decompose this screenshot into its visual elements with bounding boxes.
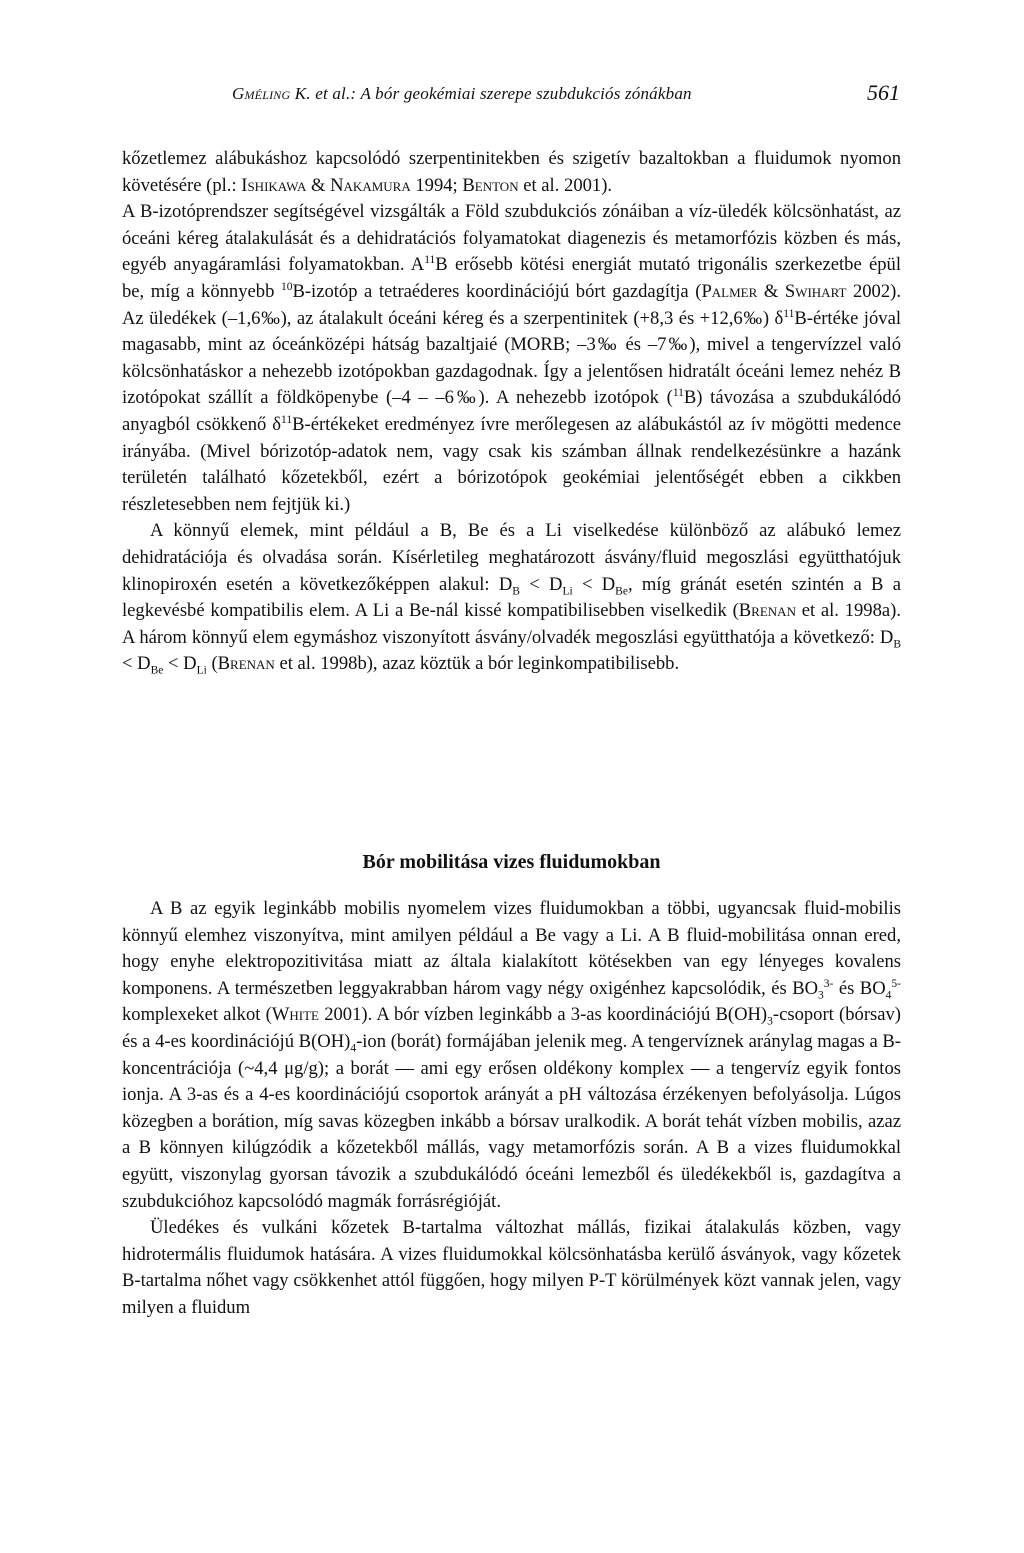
text-run: et al. 2001).: [518, 174, 613, 196]
text-run: < D: [519, 573, 563, 595]
citation-author: Brenan: [738, 600, 796, 622]
text-run: < D: [163, 653, 197, 675]
citation-author: Benton: [462, 174, 519, 196]
text-run: < D: [122, 653, 151, 675]
superscript: 10: [280, 280, 293, 293]
text-run: A B-izotóprendszer segítségével vizsgálták a Föld szubdukciós zónáiban a víz-üledék kölcsönhatást, az óceáni kéreg átalakulását és a dehidratációs folyamatokat diagenezis és metamorfózis közben és más, egyéb anyagáramlási folyamatokban. A: [122, 201, 901, 276]
superscript: 11: [424, 254, 436, 267]
body-text-bottom: [122, 896, 901, 1322]
paragraph-sediment-boron: [122, 1215, 901, 1321]
running-head-title: A bór geokémiai szerepe szubdukciós zónákban: [360, 84, 692, 103]
text-run: et al. 1998b), azaz köztük a bór leginkompatibilisebb.: [274, 653, 680, 675]
running-head-author: Gméling: [232, 84, 291, 103]
text-run: A könnyű elemek, mint például a B, Be és a Li viselkedése különböző az alábukó lemez dehidratációja és olvadása során. Kísérletileg meghatározott ásvány/fluid megoszlási együtthatójuk klinopiroxén esetén a következőképpen alakul: D: [122, 520, 901, 595]
citation-author: Brenan: [217, 653, 275, 675]
page-number: 561: [867, 80, 900, 105]
text-run: et al. 1998a). A három könnyű elem egymáshoz viszonyított ásvány/olvadék megoszlási együtthatója a következő: D: [122, 600, 901, 648]
superscript: 5-: [891, 977, 901, 990]
text-run: komplexeket alkot (: [122, 1004, 272, 1026]
text-run: Üledékes és vulkáni kőzetek B-tartalma változhat mállás, fizikai átalakulás közben, vagy hidrotermális fluidumok hatására. A vizes fluidumokkal kölcsönhatásba kerülő ásványok, vagy kőzetek B-tartalma nőhet vagy csökkenhet attól függően, hogy milyen P-T körülmények közt vannak jelen, vagy milyen a fluidum: [122, 1217, 901, 1318]
paragraph-boron-mobility: [122, 896, 901, 1215]
text-run: < D: [572, 573, 616, 595]
superscript: 11: [783, 307, 795, 320]
running-head-etal: K. et al.:: [290, 84, 361, 103]
superscript: 3-: [823, 977, 834, 990]
subscript: B: [893, 638, 901, 651]
paragraph-boron-isotopes: [122, 199, 901, 518]
text-run: 1994;: [410, 174, 463, 196]
subscript: Be: [150, 665, 164, 677]
citation-author: White: [271, 1004, 319, 1026]
body-text-top: [122, 146, 901, 678]
text-run: -csoport (bórsav) és a 4-es koordinációjú B(OH): [122, 1004, 901, 1052]
subscript: Li: [196, 665, 207, 677]
text-run: 2001). A bór vízben leginkább a 3-as koordinációjú B(OH): [319, 1004, 768, 1026]
citation-author: Ishikawa & Nakamura: [241, 174, 411, 196]
running-head: [232, 84, 900, 104]
section-heading: Bór mobilitása vizes fluidumokban: [362, 851, 661, 873]
subscript: 3: [767, 1016, 773, 1029]
paragraph-continuation: [122, 146, 901, 199]
paragraph-light-elements: [122, 518, 901, 678]
text-run: és BO: [833, 977, 886, 999]
text-run: B-értéke jóval magasabb, mint az óceánközépi hátság bazaltjaié (MORB; –3‰ és –7‰), mivel a tengervízzel való kölcsönhatáskor a nehezebb izotópokban gazdagodnak. Így a jelentősen hidratált óceáni lemez nehéz B izotópokat szállít a földköpenybe (–4 – –6‰). A nehezebb izotópok (: [122, 307, 901, 409]
text-run: -ion (borát) formájában jelenik meg. A tengervíznek aránylag magas a B-koncentrációja (~4,4 μg/g); a borát — ami egy erősen oldékony komplex — a tengervíz egyik fontos ionja. A 3-as és a 4-es koordinációjú csoportok arányát a pH változása érzékenyen befolyásolja. Lúgos közegben a borátion, míg savas közegben inkább a bórsav uralkodik. A borát tehát vízben mobilis, azaz a B könnyen kilúgzódik a kőzetekből mállás, vagy metamorfózis során. A B a vizes fluidumokkal együtt, viszonylag gyorsan távozik a szubdukálódó óceáni lemezből és üledékekből is, gazdagítva a szubdukcióhoz kapcsolódó magmák forrásrégióját.: [122, 1030, 901, 1212]
text-run: (: [206, 653, 218, 675]
text-run: B erősebb kötési energiát mutató trigonális szerkezetbe épül be, míg a könnyebb: [122, 254, 902, 302]
text-run: B-izotóp a tetraéderes koordinációjú bórt gazdagítja (: [292, 280, 702, 302]
text-run: , míg gránát esetén szintén a B a legkevésbé kompatibilis elem. A Li a Be-nál kissé kompatibilisebben viselkedik (: [122, 573, 901, 622]
subscript: 4: [885, 989, 892, 1002]
subscript: B: [512, 585, 520, 598]
subscript: Li: [562, 585, 573, 598]
superscript: 11: [672, 387, 684, 400]
subscript: Be: [615, 585, 628, 598]
subscript: 4: [350, 1042, 357, 1055]
text-run: A B az egyik leginkább mobilis nyomelem vizes fluidumokban a többi, ugyancsak fluid-mobilis könnyű elemhez viszonyítva, mint amilyen például a Be vagy a Li. A B fluid-mobilitása onnan ered, hogy enyhe elektropozitivitása miatt az általa kialakított kötésekben van egy lényeges kovalens komponens. A természetben leggyakrabban három vagy négy oxigénhez kapcsolódik, és BO: [122, 898, 901, 999]
text-run: 2002). Az üledékek (–1,6‰), az átalakult óceáni kéreg és a szerpentinitek (+8,3 és +12,6‰) δ: [122, 280, 901, 329]
text-run: kőzetlemez alábukáshoz kapcsolódó szerpentinitekben és szigetív bazaltokban a fluidumok nyomon követésére (pl.:: [122, 148, 901, 196]
subscript: 3: [818, 989, 824, 1002]
text-run: B-értékeket eredményez ívre merőlegesen az alábukástól az ív mögötti medence irányába. (Mivel bórizotóp-adatok nem, vagy csak kis számban állnak rendelkezésünkre a hazánk területén található kőzetekből, ezért a bórizotópok geokémiai jelentőségét ebben a cikkben részletesebben nem fejtjük ki.): [122, 413, 901, 515]
superscript: 11: [281, 413, 293, 426]
citation-author: Palmer & Swihart: [701, 280, 847, 302]
text-run: B) távozása a szubdukálódó anyagból csökkenő δ: [122, 387, 901, 435]
